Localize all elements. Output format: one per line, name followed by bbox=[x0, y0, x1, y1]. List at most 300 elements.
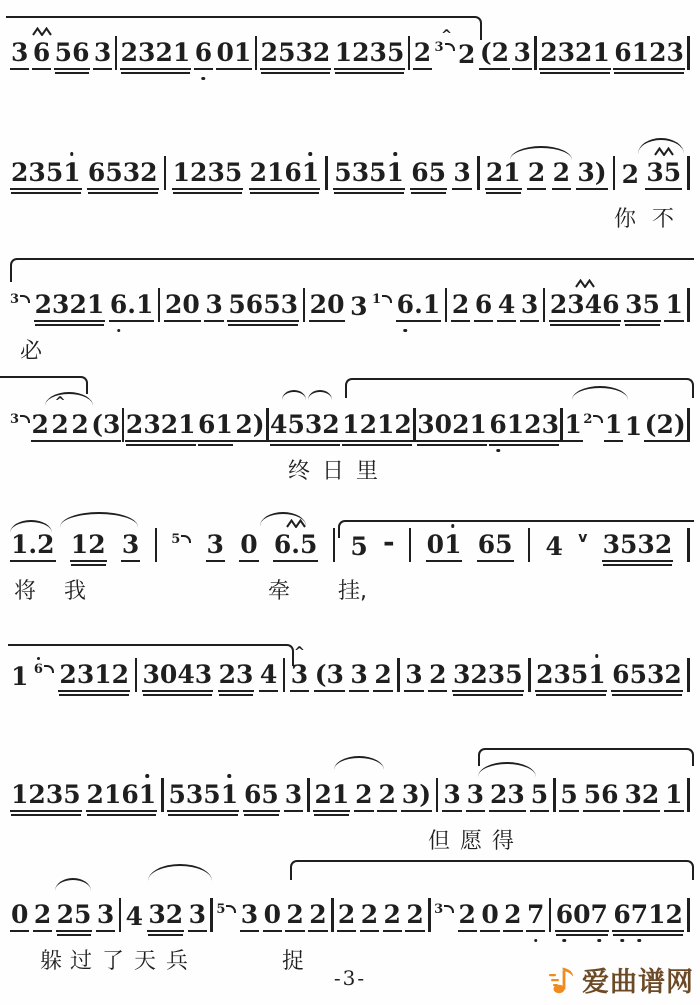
note-digit: 2 bbox=[218, 660, 237, 689]
note-digit: 1 bbox=[63, 160, 80, 185]
note-group bbox=[563, 412, 582, 442]
note-group bbox=[480, 902, 499, 932]
lyric-syllable: 捉 bbox=[282, 949, 305, 974]
note-digit: 3 bbox=[236, 660, 254, 689]
watermark bbox=[549, 960, 694, 999]
note-digit: 1 bbox=[648, 900, 666, 929]
note-digit: 3 bbox=[326, 660, 344, 689]
note-digit: 2 bbox=[378, 780, 396, 809]
octave-dot-above bbox=[309, 152, 313, 156]
note-digit: 3 bbox=[143, 410, 161, 439]
note-digit: 1 bbox=[135, 290, 154, 319]
note-digit: 2 bbox=[260, 38, 279, 67]
octave-dot-above bbox=[228, 774, 232, 778]
note-group bbox=[313, 782, 350, 812]
note-group bbox=[273, 532, 319, 562]
notes-row bbox=[0, 770, 700, 812]
note-digit: 6 bbox=[613, 902, 630, 927]
note-digit: 3 bbox=[443, 780, 461, 809]
note-digit: 3 bbox=[577, 158, 595, 187]
note-digit: 7 bbox=[527, 902, 544, 927]
note-group bbox=[526, 902, 545, 932]
note-digit: 2 bbox=[37, 530, 55, 559]
note-digit: 2 bbox=[235, 410, 253, 439]
barline bbox=[553, 778, 556, 812]
note-group bbox=[109, 292, 155, 322]
note-group bbox=[333, 160, 405, 190]
note-group bbox=[539, 40, 611, 70]
note-digit: 5 bbox=[263, 290, 281, 319]
note-group bbox=[70, 412, 89, 442]
grace-note bbox=[583, 413, 603, 426]
note-group bbox=[474, 292, 493, 322]
note-group bbox=[383, 902, 402, 932]
note-digit: 2 bbox=[383, 900, 401, 929]
barline bbox=[135, 658, 138, 692]
barline bbox=[283, 658, 286, 692]
note-digit: 3 bbox=[93, 38, 112, 67]
lyrics-row bbox=[0, 454, 700, 484]
note-group bbox=[405, 902, 424, 932]
note-digit: 2 bbox=[451, 290, 470, 319]
note-group bbox=[479, 40, 510, 70]
note-digit: 5 bbox=[629, 660, 647, 689]
note-digit: 2 bbox=[56, 900, 75, 929]
note-digit: 2 bbox=[165, 900, 184, 929]
notes-row bbox=[0, 650, 700, 692]
note-digit: 3 bbox=[520, 290, 539, 319]
octave-dot-above bbox=[70, 152, 74, 156]
grace-note-digit: 3 bbox=[434, 40, 444, 55]
note-digit: 1 bbox=[221, 782, 238, 807]
note-digit: 1 bbox=[334, 38, 353, 67]
grace-note bbox=[434, 903, 454, 916]
note-group bbox=[404, 662, 423, 692]
note-digit: 2 bbox=[155, 38, 173, 67]
barline bbox=[687, 288, 690, 322]
note-digit: 6 bbox=[614, 38, 632, 67]
accent-icon bbox=[55, 396, 66, 409]
accent-icon bbox=[294, 646, 305, 659]
note-group bbox=[373, 662, 392, 692]
note-digit: 2 bbox=[309, 290, 328, 319]
note-digit: 2 bbox=[429, 660, 447, 689]
grace-note-digit: 3 bbox=[434, 902, 444, 917]
note-digit: 3 bbox=[350, 292, 368, 321]
note-digit: 1 bbox=[342, 410, 360, 439]
note-group bbox=[497, 292, 516, 322]
accent-icon bbox=[441, 29, 452, 42]
note-digit: 1 bbox=[588, 662, 605, 687]
note-digit: 6 bbox=[477, 530, 496, 559]
note-digit: 1 bbox=[444, 532, 461, 557]
note-group bbox=[260, 40, 332, 70]
barline bbox=[528, 528, 531, 562]
note-group bbox=[624, 414, 643, 442]
grace-note bbox=[10, 293, 30, 306]
note-group bbox=[70, 532, 107, 562]
note-digit: 2 bbox=[352, 38, 370, 67]
note-group bbox=[416, 412, 488, 442]
note-group bbox=[413, 40, 432, 70]
note-group bbox=[243, 782, 280, 812]
mordent-icon bbox=[286, 519, 306, 528]
note-group bbox=[549, 292, 621, 322]
note-digit: 2 bbox=[406, 900, 424, 929]
note-group bbox=[54, 40, 91, 70]
music-note-icon bbox=[549, 964, 579, 996]
note-group bbox=[349, 662, 368, 692]
note-digit: 5 bbox=[428, 158, 447, 187]
note-digit: 6 bbox=[284, 158, 302, 187]
note-digit: 2 bbox=[120, 38, 139, 67]
note-digit: 3 bbox=[138, 38, 156, 67]
note-digit: 3 bbox=[625, 290, 643, 319]
notation-line-7 bbox=[0, 770, 700, 882]
note-group bbox=[428, 662, 447, 692]
note-group bbox=[125, 904, 144, 932]
barline bbox=[428, 898, 431, 932]
note-group bbox=[32, 40, 51, 70]
note-group bbox=[50, 412, 69, 442]
note-group bbox=[623, 782, 660, 812]
note-digit: 3 bbox=[557, 38, 576, 67]
note-digit: 2 bbox=[504, 900, 522, 929]
note-digit: 6 bbox=[32, 38, 51, 67]
barline bbox=[445, 288, 448, 322]
note-digit: 3 bbox=[405, 660, 423, 689]
note-digit: 2 bbox=[665, 900, 683, 929]
note-group bbox=[259, 662, 278, 692]
note-digit: 2 bbox=[160, 410, 179, 439]
note-digit: 1 bbox=[139, 782, 156, 807]
barline bbox=[210, 898, 213, 932]
note-digit: 3 bbox=[466, 780, 485, 809]
note-digit: 2 bbox=[33, 900, 52, 929]
note-digit: 5 bbox=[224, 158, 243, 187]
note-digit: 1 bbox=[70, 530, 89, 559]
note-digit: 5 bbox=[369, 158, 387, 187]
note-group bbox=[612, 902, 684, 932]
grace-note bbox=[171, 533, 191, 546]
grace-note-digit: 3 bbox=[10, 412, 20, 427]
note-group bbox=[576, 160, 607, 190]
note-group bbox=[488, 412, 560, 442]
note-digit: 4 bbox=[125, 902, 143, 931]
note-group bbox=[457, 42, 476, 70]
grace-note bbox=[34, 663, 54, 676]
note-group bbox=[308, 902, 327, 932]
notes-row bbox=[0, 890, 700, 932]
note-digit: 3 bbox=[185, 780, 204, 809]
note-digit: 5 bbox=[287, 410, 305, 439]
lyric-syllable: 了 bbox=[102, 949, 125, 974]
note-digit: 3 bbox=[646, 158, 664, 187]
note-digit: 5 bbox=[203, 780, 221, 809]
note-digit: 6 bbox=[612, 660, 630, 689]
lyrics-row bbox=[0, 574, 700, 604]
barline bbox=[255, 36, 258, 70]
note-digit: 5 bbox=[642, 290, 660, 319]
note-digit: 2 bbox=[360, 900, 379, 929]
note-digit: 5 bbox=[570, 660, 589, 689]
note-group bbox=[269, 412, 341, 442]
page-number: -3- bbox=[333, 966, 367, 990]
note-group bbox=[227, 292, 299, 322]
note-digit: 5 bbox=[228, 290, 246, 319]
note-digit: 2 bbox=[71, 410, 89, 439]
note-group bbox=[10, 664, 29, 692]
note-digit: 3 bbox=[206, 530, 224, 559]
barline bbox=[161, 778, 164, 812]
note-group bbox=[87, 160, 159, 190]
lyric-syllable: 牵 bbox=[268, 579, 291, 604]
note-digit: 2 bbox=[374, 660, 392, 689]
note-group bbox=[452, 160, 471, 190]
note-group bbox=[458, 902, 477, 932]
octave-dot-above bbox=[146, 774, 150, 778]
note-digit: 6 bbox=[411, 158, 429, 187]
note-group bbox=[234, 412, 265, 442]
note-digit: 2 bbox=[491, 38, 510, 67]
grace-note-digit: 2 bbox=[583, 412, 593, 427]
lyric-syllable: 挂, bbox=[338, 579, 367, 604]
note-digit: 3 bbox=[452, 660, 471, 689]
notation-line-4 bbox=[0, 400, 700, 512]
note-digit: 1 bbox=[11, 780, 29, 809]
octave-dot-below bbox=[597, 939, 601, 943]
note-digit: 3 bbox=[280, 290, 299, 319]
octave-dot-above bbox=[451, 524, 455, 528]
octave-dot-below bbox=[202, 77, 206, 81]
note-group bbox=[314, 662, 345, 692]
note-digit: 5 bbox=[74, 900, 92, 929]
note-digit: 1 bbox=[86, 290, 105, 319]
note-digit: ( bbox=[479, 38, 492, 67]
note-group bbox=[121, 532, 140, 562]
note-digit: 3 bbox=[487, 660, 506, 689]
note-digit: . bbox=[291, 530, 300, 559]
note-digit: 2 bbox=[286, 900, 304, 929]
note-digit: 6 bbox=[397, 292, 414, 317]
grace-note bbox=[435, 41, 455, 54]
grace-tie-hook bbox=[20, 415, 30, 423]
note-digit: 5 bbox=[54, 38, 73, 67]
barline bbox=[325, 156, 328, 190]
lyric-syllable: 终 bbox=[288, 459, 311, 484]
note-digit: 2 bbox=[413, 38, 432, 67]
note-digit: 0 bbox=[182, 290, 200, 319]
note-digit: 2 bbox=[11, 158, 29, 187]
note-digit: 6 bbox=[198, 410, 216, 439]
note-digit: 2 bbox=[309, 900, 327, 929]
note-digit: 5 bbox=[105, 158, 123, 187]
lyric-syllable: 必 bbox=[20, 339, 43, 364]
note-digit: 3 bbox=[369, 38, 387, 67]
note-digit: . bbox=[127, 290, 136, 319]
note-digit: 2 bbox=[552, 158, 571, 187]
note-digit: 3 bbox=[28, 158, 46, 187]
note-digit: 6 bbox=[602, 290, 620, 319]
note-group bbox=[285, 902, 304, 932]
note-digit: 2 bbox=[457, 40, 476, 69]
note-group bbox=[645, 160, 682, 190]
note-group bbox=[188, 902, 207, 932]
note-digit: 7 bbox=[631, 902, 648, 927]
note-digit: 6 bbox=[121, 780, 139, 809]
note-digit: ( bbox=[314, 660, 327, 689]
note-digit: 1 bbox=[564, 410, 582, 439]
held-note-dash: - bbox=[383, 525, 395, 558]
note-group bbox=[611, 662, 683, 692]
note-digit: 4 bbox=[497, 290, 516, 319]
octave-dot-above bbox=[595, 654, 599, 658]
note-digit: 2 bbox=[312, 38, 331, 67]
note-digit: 3 bbox=[453, 158, 471, 187]
note-digit: 2 bbox=[125, 410, 144, 439]
note-group bbox=[477, 532, 514, 562]
note-group bbox=[10, 160, 82, 190]
note-group bbox=[10, 902, 29, 932]
note-digit: 3 bbox=[351, 158, 370, 187]
note-digit: 6 bbox=[87, 158, 106, 187]
note-group bbox=[10, 532, 56, 562]
note-group bbox=[90, 412, 121, 442]
note-digit: 0 bbox=[481, 900, 499, 929]
note-group bbox=[284, 782, 303, 812]
note-group bbox=[377, 782, 396, 812]
barline bbox=[397, 658, 400, 692]
note-digit: . bbox=[28, 530, 38, 559]
note-digit: 2 bbox=[549, 290, 568, 319]
note-digit: 1 bbox=[11, 662, 29, 691]
note-digit: 4 bbox=[177, 660, 195, 689]
grace-tie-hook bbox=[226, 905, 236, 913]
note-group bbox=[349, 534, 368, 562]
octave-dot-below bbox=[496, 449, 500, 453]
lyrics-row bbox=[0, 202, 700, 232]
note-digit: ) bbox=[673, 410, 686, 439]
grace-note bbox=[372, 293, 392, 306]
note-digit: 0 bbox=[11, 900, 29, 929]
note-digit: 2 bbox=[249, 158, 267, 187]
note-group bbox=[664, 782, 683, 812]
barline bbox=[303, 288, 306, 322]
note-digit: 2 bbox=[654, 530, 673, 559]
note-digit: 3 bbox=[142, 660, 160, 689]
note-digit: 2 bbox=[540, 38, 558, 67]
note-digit: 1 bbox=[302, 160, 319, 185]
note-group bbox=[559, 782, 578, 812]
note-group bbox=[172, 160, 244, 190]
note-digit: 4 bbox=[270, 410, 288, 439]
watermark-text: 爱曲谱网 bbox=[582, 967, 694, 998]
note-group bbox=[545, 534, 564, 562]
barline bbox=[687, 528, 690, 562]
barline bbox=[613, 156, 616, 190]
barline bbox=[549, 898, 552, 932]
note-digit: 2 bbox=[524, 410, 542, 439]
note-digit: 3 bbox=[45, 780, 64, 809]
note-digit: 5 bbox=[583, 780, 602, 809]
note-digit: 3 bbox=[646, 660, 665, 689]
note-digit: 5 bbox=[63, 780, 81, 809]
note-digit: 0 bbox=[573, 900, 591, 929]
note-group bbox=[452, 662, 524, 692]
note-group bbox=[240, 902, 259, 932]
note-group bbox=[621, 162, 640, 190]
note-digit: 7 bbox=[591, 902, 608, 927]
note-group bbox=[485, 160, 522, 190]
note-group bbox=[290, 662, 309, 692]
mordent-icon bbox=[32, 27, 52, 36]
barline bbox=[331, 898, 334, 932]
note-digit: 2 bbox=[34, 290, 53, 319]
grace-note bbox=[216, 903, 236, 916]
barline bbox=[687, 156, 690, 190]
note-digit: 5 bbox=[168, 780, 186, 809]
note-group bbox=[396, 292, 442, 322]
note-group bbox=[489, 782, 526, 812]
note-digit: 3 bbox=[121, 530, 140, 559]
note-digit: 3 bbox=[122, 158, 141, 187]
note-group bbox=[120, 40, 192, 70]
note-digit: 0 bbox=[434, 410, 453, 439]
note-digit: 2 bbox=[621, 160, 640, 189]
note-digit: 0 bbox=[263, 900, 281, 929]
note-group bbox=[644, 412, 687, 442]
lyric-syllable: 兵 bbox=[166, 949, 189, 974]
grace-note-digit: 5 bbox=[171, 532, 181, 547]
grace-tie-hook bbox=[181, 535, 191, 543]
note-group bbox=[426, 532, 463, 562]
note-group bbox=[602, 532, 674, 562]
note-digit: 3 bbox=[624, 780, 642, 809]
grace-note-digit: 6 bbox=[33, 662, 43, 677]
note-digit: 1 bbox=[665, 290, 683, 319]
note-digit: 0 bbox=[327, 290, 345, 319]
note-group bbox=[34, 292, 106, 322]
lyric-syllable: 日 bbox=[322, 459, 345, 484]
note-group bbox=[249, 160, 321, 190]
barline bbox=[119, 898, 122, 932]
lyric-syllable: 躲 bbox=[40, 949, 63, 974]
notes-row bbox=[0, 148, 700, 190]
note-digit: 2 bbox=[489, 780, 508, 809]
note-group bbox=[334, 40, 406, 70]
note-group bbox=[239, 532, 258, 562]
note-digit: 6 bbox=[273, 530, 292, 559]
note-digit: 1 bbox=[506, 410, 525, 439]
barline bbox=[409, 528, 412, 562]
notation-line-5 bbox=[0, 520, 700, 632]
note-group bbox=[147, 902, 184, 932]
barline bbox=[687, 898, 690, 932]
grace-tie-hook bbox=[593, 415, 603, 423]
note-group bbox=[624, 292, 661, 322]
octave-dot-below bbox=[404, 329, 408, 333]
note-digit: 2 bbox=[355, 780, 373, 809]
note-group bbox=[337, 902, 356, 932]
octave-dot-below bbox=[563, 939, 567, 943]
lyric-syllable: 但 bbox=[428, 829, 451, 854]
notation-line-3 bbox=[0, 280, 700, 392]
note-digit: 2 bbox=[641, 780, 660, 809]
octave-dot-below bbox=[638, 939, 642, 943]
note-digit: 2 bbox=[359, 410, 377, 439]
note-digit: 2 bbox=[59, 660, 77, 689]
note-digit: 3 bbox=[507, 780, 525, 809]
